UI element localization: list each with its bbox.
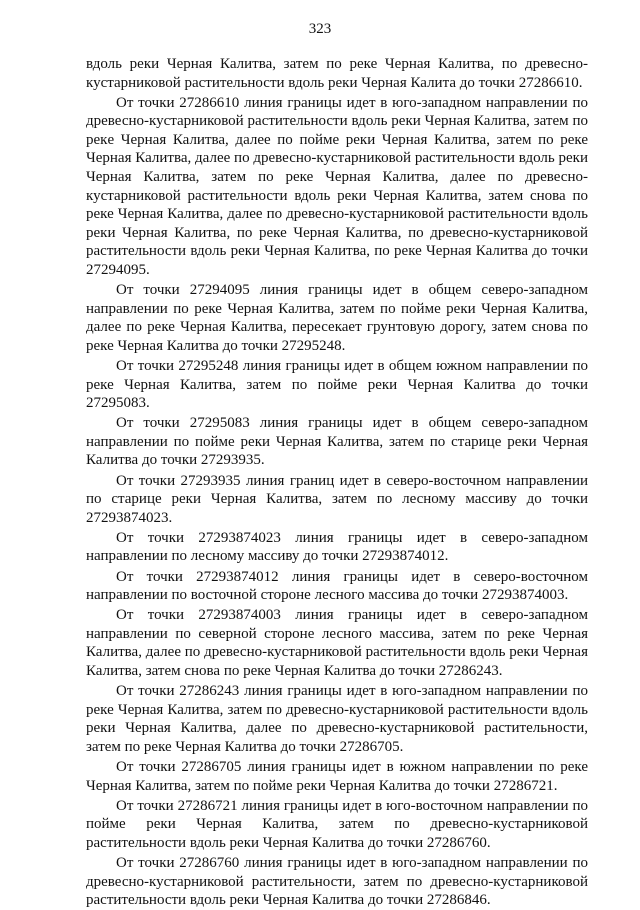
paragraph: От точки 27293874012 линия границы идет в северо-восточном направлении по восточной стороне лесного массива до точки 27293874003. [86,568,588,604]
paragraph: От точки 27286721 линия границы идет в юго-восточном направлении по пойме реки Черная Калитва, затем по древесно-кустарниковой растительности вдоль реки Черная Калитва до точки 27286760. [86,797,588,851]
paragraph: От точки 27286243 линия границы идет в юго-западном направлении по реке Черная Калитва, затем по древесно-кустарниковой растительности вдоль реки Черная Калитва, далее по древесно-кустарниковой растительности, затем по реке Черная Калитва до точки 27286705. [86,683,588,755]
paragraph: От точки 27294095 линия границы идет в общем северо-западном направлении по реке Черная Калитва, затем по пойме реки Черная Калитва, далее по реке Черная Калитва, пересекает грунтовую дорогу, затем снова по реке Черная Калитва до точки 27295248. [86,282,588,354]
paragraph-continuation: вдоль реки Черная Калитва, затем по реке Черная Калитва, по древесно-кустарниковой растительности вдоль реки Черная Калита до точки 27286610. [86,56,588,91]
paragraph: От точки 27293935 линия границ идет в северо-восточном направлении по старице реки Черная Калитва, затем по лесному массиву до точки 27293874023. [86,472,588,526]
paragraph: От точки 27286760 линия границы идет в юго-западном направлении по древесно-кустарниковой растительности, затем по древесно-кустарниковой растительности вдоль реки Черная Калитва до точки 27286846. [86,854,588,909]
paragraph: От точки 27286705 линия границы идет в южном направлении по реке Черная Калитва, затем по пойме реки Черная Калитва до точки 27286721. [86,758,588,794]
text-body [86,55,588,910]
paragraph: От точки 27286610 линия границы идет в юго-западном направлении по древесно-кустарниковой растительности вдоль реки Черная Калитва, затем по рекe Черная Калитва, далее по пойме реки Черная Калитва, затем по реке Черная Калитва, далее по древесно-кустарниковой растительности вдоль реки Черная Калитва, затем по реке Черная Калитва, далее по древесно-кустарниковой растительности вдоль реки Черная Калитва, затем снова по реке Черная Калитва, далее по древесно-кустарниковой растительности вдоль реки Черная Калитва, по реке Черная Калитва, по древесно-кустарниковой растительности вдоль реки Черная Калитва, по реке Черная Калитва до точки 27294095. [86,94,588,279]
paragraph: От точки 27295248 линия границы идет в общем южном направлении по реке Черная Калитва, затем по пойме реки Черная Калитва до точки 27295083. [86,358,588,412]
page-number: 323 [308,21,332,37]
paragraph: От точки 27295083 линия границы идет в общем северо-западном направлении по пойме реки Черная Калитва, затем по старице реки Черная Калитва до точки 27293935. [86,415,588,469]
paragraph: От точки 27293874023 линия границы идет в северо-западном направлении по лесному массиву до точки 27293874012. [86,529,588,565]
paragraph: От точки 27293874003 линия границы идет в северо-западном направлении по северной стороне лесного массива, затем по реке Черная Калитва, далее по древесно-кустарниковой растительности вдоль реки Черная Калитва, затем снова по реке Черная Калитва до точки 27286243. [86,607,588,679]
